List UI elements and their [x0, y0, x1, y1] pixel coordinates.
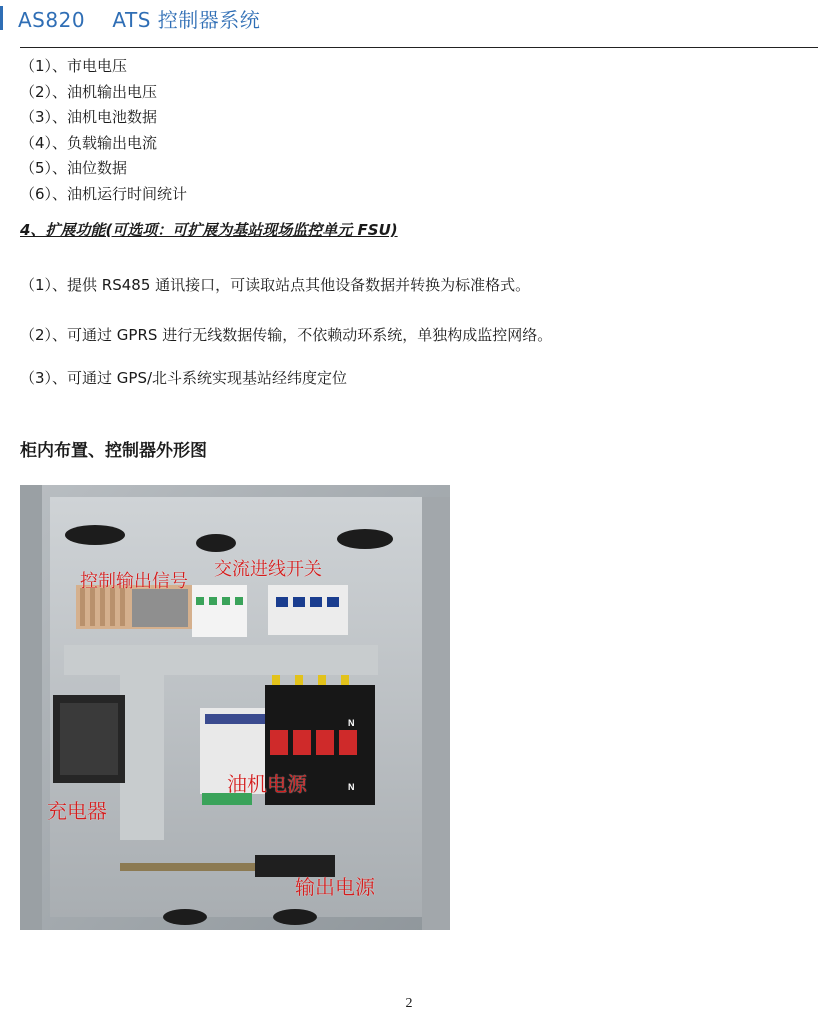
list-item: （5）、油位数据 [20, 159, 128, 177]
neutral-marker-top: N [348, 718, 355, 728]
header-accent-bar [0, 6, 3, 30]
feature-item: （2）、可通过 GPRS 进行无线数据传输，不依赖动环系统，单独构成监控网络。 [20, 326, 553, 344]
list-item: （6）、油机运行时间统计 [20, 184, 188, 203]
list-item: （4）、负载输出电流 [20, 133, 158, 152]
feature-item: （3）、可通过 GPS/北斗系统实现基站经纬度定位 [20, 369, 348, 387]
monitoring-data-list [20, 54, 187, 207]
list-item: （2）、油机输出电压 [20, 82, 158, 101]
list-item: （3）、油机电池数据 [20, 108, 158, 126]
cabinet-photo [20, 485, 450, 930]
label-ac-input-switch: 交流进线开关 [214, 559, 322, 580]
header-rule [20, 47, 818, 48]
section-heading: 4、扩展功能(可选项：可扩展为基站现场监控单元 FSU) [20, 221, 398, 239]
document-title: AS820 ATS 控制器系统 [18, 8, 261, 32]
label-output-power: 输出电源 [295, 875, 375, 899]
page-number: 2 [405, 996, 413, 1011]
cabinet-illustration [20, 485, 450, 930]
page-header [0, 0, 818, 50]
list-item: （1）、市电电压 [20, 57, 128, 75]
label-genset-power: 油机电源 [227, 772, 307, 796]
label-control-output-signal: 控制输出信号 [80, 571, 188, 592]
label-charger: 充电器 [47, 799, 107, 823]
neutral-marker-bottom: N [348, 782, 355, 792]
figure-title: 柜内布置、控制器外形图 [20, 441, 207, 461]
feature-item: （1）、提供 RS485 通讯接口，可读取站点其他设备数据并转换为标准格式。 [20, 276, 531, 294]
